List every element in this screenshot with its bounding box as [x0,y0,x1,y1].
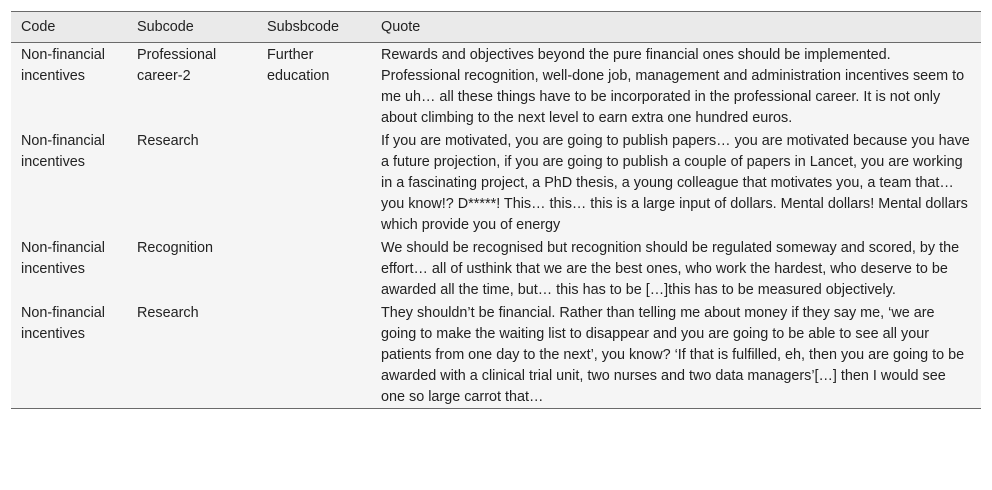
header-subcode: Subcode [137,18,194,35]
cell-subsubcode [257,129,371,236]
table-row [11,236,981,301]
cell-subcode: Research [137,133,199,149]
quotes-table [11,11,981,409]
table-header [11,12,981,43]
cell-quote: Rewards and objectives beyond the pure financial ones should be implemented. Professional recognition, well-done job, management and administration incentives seem to me uh… all these things have to be incorporated in the professional career. It is not only about climbing to the next level to earn extra one hundred euros. [381,47,965,126]
table-container [11,11,981,409]
cell-code: Non-financial incentives [21,47,105,84]
header-row [11,12,981,43]
cell-subsubcode [257,236,371,301]
cell-quote: We should be recognised but recognition should be regulated someway and scored, by the effort… all of usthink that we are the best ones, who work the hardest, who deserve to be awarded all the time, but… this has to be […]this has to be measured objectively. [381,240,960,298]
cell-code: Non-financial incentives [21,240,105,277]
header-code: Code [21,18,56,35]
cell-subcode: Professional career-2 [137,47,217,84]
cell-subsubcode [257,301,371,409]
header-subsubcode: Subsbcode [267,18,340,35]
cell-quote: They shouldn’t be financial. Rather than telling me about money if they say me, ‘we are going to make the waiting list to disappear and you are going to be able to see all your patients from one day to the next’, you know? ‘If that is fulfilled, eh, then you are going to be awarded with a clinical trial unit, two nurses and two data managers’[…] then I would see one so large carrot that… [381,305,965,405]
cell-subcode: Recognition [137,240,214,256]
cell-quote: If you are motivated, you are going to publish papers… you are motivated because you have a future projection, if you are going to publish a couple of papers in Lancet, you are working in a fascinating project, a PhD thesis, a young colleague that motivates you, a team that… you know!? D*****! This… this… this is a large input of dollars. Mental dollars! Mental dollars which provide you of energy [381,133,970,233]
table-row [11,301,981,409]
cell-subcode: Research [137,305,199,321]
table-body [11,43,981,409]
cell-code: Non-financial incentives [21,133,105,170]
cell-code: Non-financial incentives [21,305,105,342]
table-row [11,129,981,236]
cell-subsubcode: Further education [267,47,330,84]
header-quote: Quote [381,18,421,35]
table-row [11,43,981,130]
